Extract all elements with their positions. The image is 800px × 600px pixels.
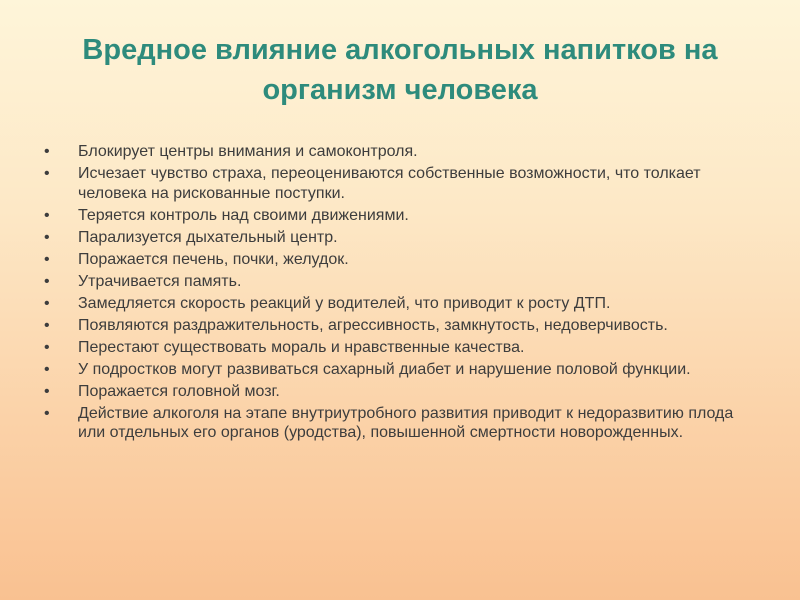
bullet-item <box>44 294 764 314</box>
bullet-text: Исчезает чувство страха, переоцениваются собственные возможности, что толкает человека на рискованные поступки. <box>78 165 701 202</box>
bullet-text: Поражается печень, почки, желудок. <box>78 250 349 268</box>
bullet-item <box>44 272 764 292</box>
bullet-item <box>44 360 764 380</box>
bullet-item <box>44 164 764 203</box>
bullet-text: Утрачивается память. <box>78 272 242 290</box>
bullet-item <box>44 228 764 248</box>
bullet-text: Поражается головной мозг. <box>78 382 280 400</box>
bullet-marker: • <box>44 360 50 378</box>
bullet-item <box>44 142 764 162</box>
bullet-marker: • <box>44 338 50 356</box>
slide-title: Вредное влияние алкогольных напитков на организм человека <box>82 34 718 106</box>
bullet-item <box>44 404 764 443</box>
bullet-marker: • <box>44 316 50 334</box>
bullet-marker: • <box>44 228 50 246</box>
bullet-list <box>44 142 764 445</box>
bullet-text: Парализуется дыхательный центр. <box>78 228 338 246</box>
bullet-item <box>44 338 764 358</box>
bullet-marker: • <box>44 404 50 422</box>
bullet-marker: • <box>44 206 50 224</box>
bullet-text: Замедляется скорость реакций у водителей, что приводит к росту ДТП. <box>78 294 611 312</box>
bullet-item <box>44 250 764 270</box>
bullet-item <box>44 206 764 226</box>
bullet-marker: • <box>44 294 50 312</box>
bullet-marker: • <box>44 165 50 182</box>
bullet-marker: • <box>44 272 50 290</box>
bullet-text: У подростков могут развиваться сахарный диабет и нарушение половой функции. <box>78 360 691 378</box>
bullet-marker: • <box>44 250 50 268</box>
bullet-text: Появляются раздражительность, агрессивность, замкнутость, недоверчивость. <box>78 316 668 334</box>
bullet-item <box>44 382 764 402</box>
bullet-text: Действие алкоголя на этапе внутриутробного развития приводит к недоразвитию плода или отдельных его органов (уродства), повышенной смертности новорожденных. <box>78 404 734 441</box>
bullet-item <box>44 316 764 336</box>
bullet-text: Перестают существовать мораль и нравственные качества. <box>78 338 525 356</box>
bullet-marker: • <box>44 382 50 400</box>
bullet-text: Блокирует центры внимания и самоконтроля. <box>78 143 418 160</box>
bullet-text: Теряется контроль над своими движениями. <box>78 206 409 224</box>
bullet-marker: • <box>44 143 50 160</box>
